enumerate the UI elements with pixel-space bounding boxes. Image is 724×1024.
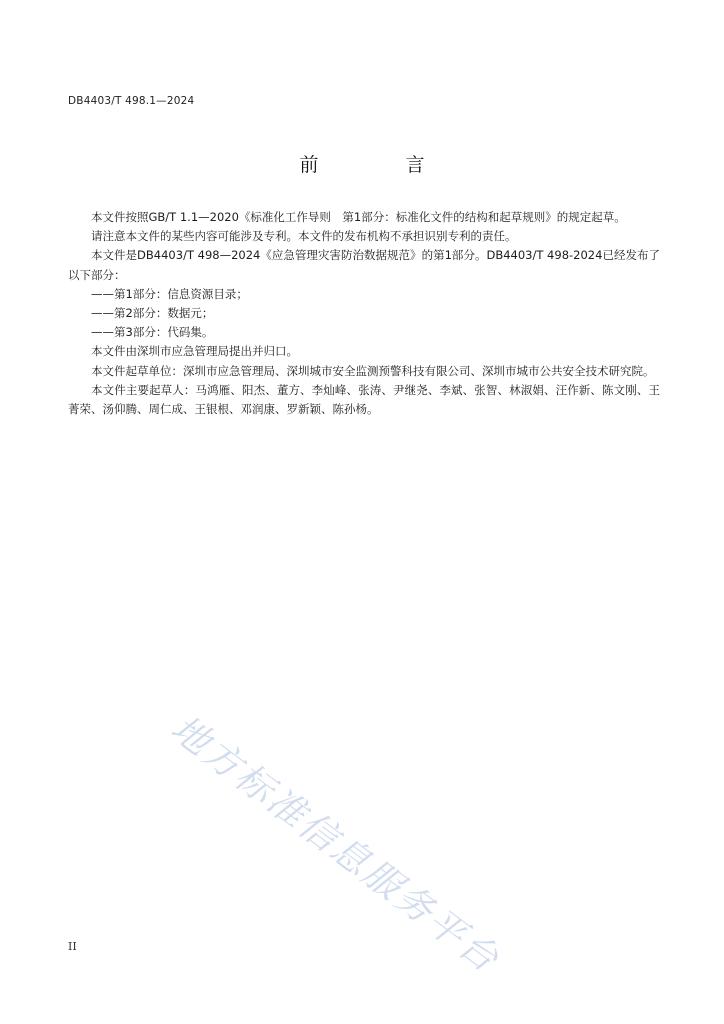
document-body (68, 208, 660, 419)
document-code: DB4403/T 498.1—2024 (68, 95, 195, 107)
paragraph-proposer: 本文件由深圳市应急管理局提出并归口。 (91, 344, 298, 359)
paragraph-series-info: 本文件是DB4403/T 498—2024《应急管理灾害防治数据规范》的第1部分。DB4403/T 498-2024已经发布了以下部分： (68, 248, 660, 282)
page-number: II (68, 940, 77, 953)
list-item-part-1: ——第1部分：信息资源目录； (91, 286, 248, 301)
paragraph-drafters: 本文件主要起草人：马鸿雁、阳杰、董方、李灿峰、张涛、尹继尧、李斌、张智、林淑娟、汪作新、陈文刚、王菁荣、汤仰腾、周仁成、王银根、邓润康、罗新颖、陈孙杨。 (68, 382, 660, 417)
page-title: 前 言 (299, 154, 459, 176)
paragraph-drafting-rules: 本文件按照GB/T 1.1—2020《标准化工作导则 第1部分：标准化文件的结构和起草规则》的规定起草。 (91, 210, 626, 224)
list-item-part-2: ——第2部分：数据元； (91, 306, 214, 321)
paragraph-drafting-units: 本文件起草单位：深圳市应急管理局、深圳城市安全监测预警科技有限公司、深圳市城市公共安全技术研究院。 (91, 363, 655, 378)
list-item-part-3: ——第3部分：代码集。 (91, 325, 214, 340)
paragraph-patent-notice: 请注意本文件的某些内容可能涉及专利。本文件的发布机构不承担识别专利的责任。 (91, 229, 517, 244)
watermark-text: 地方标准信息服务平台 (162, 706, 509, 982)
